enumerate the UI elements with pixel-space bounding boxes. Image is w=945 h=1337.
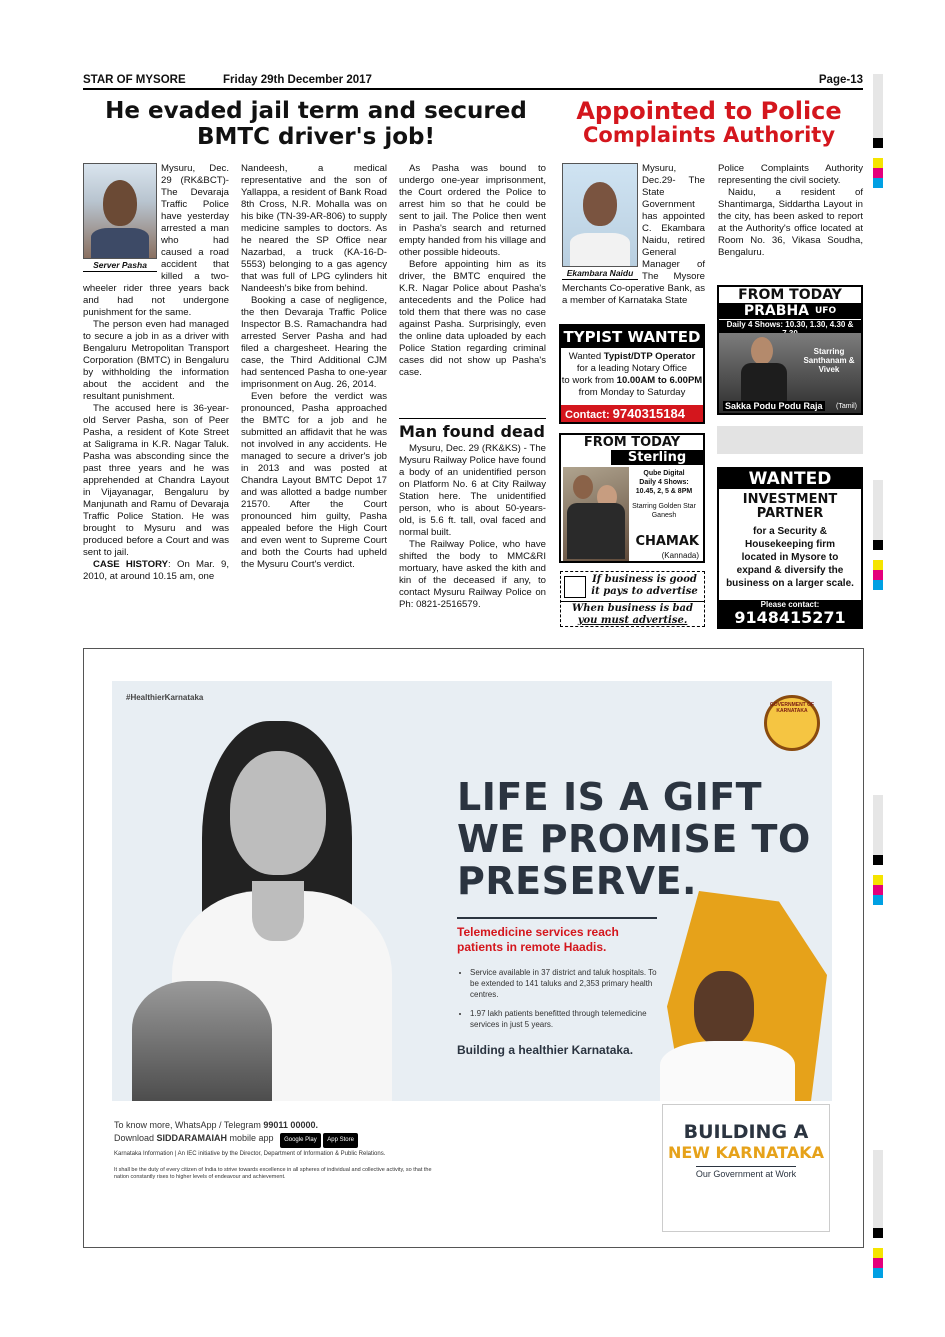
movie-language: (Kannada) — [661, 551, 699, 560]
page-number: Page-13 — [818, 74, 863, 86]
duty-text: It shall be the duty of every citizen of India to strive towards excellence in all spheres of individual and collective activity, so that the nation constantly rises to higher levels of endeavour and achievement. — [114, 1167, 432, 1180]
ad-text: 10.00AM to 6.00PM — [616, 375, 703, 386]
movie-info — [629, 469, 699, 520]
headline-line: Appointed to Police — [576, 97, 842, 125]
movie-poster — [563, 467, 629, 561]
ad-line: INVESTMENT — [742, 492, 838, 507]
ad-subheading — [457, 925, 619, 955]
headline-line: LIFE IS A GIFT — [457, 775, 763, 819]
app-store-badge[interactable]: App Store — [323, 1133, 358, 1148]
ad-text: Contact: — [565, 409, 610, 421]
ad-contact — [719, 600, 861, 627]
theatre-name: Sterling — [611, 450, 703, 465]
registration-marks — [873, 1228, 883, 1278]
typist-wanted-ad — [559, 324, 705, 424]
ad-text: mobile app — [227, 1133, 274, 1143]
ad-line: Qube Digital — [643, 470, 685, 477]
whatsapp-line — [114, 1119, 444, 1132]
new-karnataka-logo — [662, 1104, 830, 1232]
ad-line: it pays to advertise — [591, 586, 698, 597]
ad-title: WANTED — [719, 469, 861, 489]
subheading-line: Telemedicine services reach — [457, 925, 619, 939]
logo-slogan: Our Government at Work — [696, 1166, 796, 1179]
ad-line: expand & diversify the — [736, 565, 844, 576]
divider — [457, 917, 657, 919]
ad-line: for a leading Notary Office — [576, 363, 688, 374]
headline-line: BMTC driver's job! — [197, 124, 435, 151]
photo-caption: Server Pasha — [83, 259, 157, 272]
ad-line — [561, 351, 703, 363]
ufo-label: UFO — [815, 306, 837, 316]
subheading-line: patients in remote Haadis. — [457, 940, 607, 954]
bullet-item: • 1.97 lakh patients benefitted through telemedicine services in just 5 years. — [470, 1008, 660, 1030]
ad-text: Typist/DTP Operator — [603, 351, 696, 362]
registration-marks — [873, 138, 883, 188]
paragraph: Police Complaints Authority representing the civil society. — [718, 163, 863, 186]
story2 — [399, 418, 546, 611]
ad-text: 99011 00000. — [263, 1120, 318, 1130]
case-history-label: CASE HISTORY — [93, 559, 169, 570]
paragraph: The person even had managed to secure a job in as a driver with Bengaluru Metropolitan Transport Corporation (BMTC) in Bengaluru by withholding the information about the accident and the resultant punishment. — [83, 319, 229, 402]
ad-body — [719, 525, 861, 590]
prabha-movie-ad — [717, 285, 863, 415]
paragraph: The Railway Police, who have shifted the body to MMC&RI mortuary, have asked the kith and kin of the deceased if any, to contact Mysuru Railway Police on Ph: 0821-2516579. — [399, 539, 546, 610]
paragraph: As Pasha was bound to undergo one-year imprisonment, the Court ordered the Police to arrest him so that he could be sent to jail. The Police then went in Pasha's search and returned empty handed from his village and other possible hideouts. — [399, 163, 546, 258]
karnataka-emblem-icon — [764, 695, 820, 751]
movie-title: Sakka Podu Podu Raja — [725, 401, 823, 411]
paragraph — [83, 559, 229, 583]
cm-portrait-image — [694, 971, 754, 1047]
story3-headline — [556, 98, 862, 147]
paper-name: STAR OF MYSORE — [83, 74, 186, 86]
ad-line: When business is bad — [561, 601, 704, 615]
blank-space — [717, 426, 863, 454]
ad-subtitle — [719, 493, 861, 521]
show-times: Daily 4 Shows: 10.45, 2, 5 & 8PM — [635, 479, 693, 495]
story2-headline: Man found dead — [399, 422, 545, 441]
ekambara-naidu-photo — [562, 163, 638, 267]
movie-language: (Tamil) — [836, 403, 857, 410]
ad-headline — [457, 776, 811, 902]
paragraph: Mysuru, Dec.29- The State Government has appointed C. Ekambara Naidu, retired General Manager of The Mysore Merchants Co-operative Bank, as a member of Karnataka State — [562, 163, 705, 306]
show-times: Daily 4 Shows: 10.30, 1.30, 4.30 & — [719, 320, 861, 338]
story1-column-1 — [83, 163, 229, 583]
story3-column-2 — [718, 163, 863, 259]
story3-column-1 — [562, 163, 705, 307]
headline-line: PRESERVE. — [457, 859, 697, 903]
issue-date: Friday 29th December 2017 — [223, 74, 372, 86]
ad-text: To know more, WhatsApp / Telegram — [114, 1120, 264, 1130]
paragraph: Nandeesh, a medical representative and the son of Yallappa, a resident of Bank Road 8th Cross, N.R. Mohalla was on his bike (TN-39-AR-806) to supply medicine samples to doctors. As he neared the SP Office near Nazarbad, a truck (KA-16-D-5553) belonging to a gas agency that was full of LPG cylinders hit Nandeesh's bike from behind. — [241, 163, 387, 294]
paragraph: Naidu, a resident of Shantimarga, Siddartha Layout in the city, has been asked to report at the Authority's office located at Room No. 36, Vikasa Soudha, Bengaluru. — [718, 187, 863, 258]
ad-body — [561, 348, 703, 399]
story1-column-3 — [399, 163, 546, 379]
ad-line: PARTNER — [756, 506, 824, 521]
registration-marks — [873, 540, 883, 590]
photo-caption: Ekambara Naidu — [562, 267, 638, 280]
hashtag: #HealthierKarnataka — [126, 693, 204, 702]
story1-column-2 — [241, 163, 387, 571]
government-ad — [83, 648, 864, 1248]
ad-phone: 9740315184 — [612, 406, 685, 421]
ad-text: SIDDARAMAIAH — [156, 1133, 228, 1143]
ad-tagline: Building a healthier Karnataka. — [457, 1043, 634, 1057]
emblem-text: GOVERNMENT OF KARNATAKA — [769, 702, 815, 714]
advertise-slogan-ad — [560, 571, 705, 627]
ad-line: Housekeeping firm — [744, 539, 836, 550]
ad-contact — [561, 405, 703, 422]
server-pasha-photo — [83, 163, 157, 259]
logo-line: NEW KARNATAKA — [667, 1143, 824, 1162]
ad-line: you must advertise. — [577, 615, 688, 626]
page-header — [83, 74, 863, 90]
logo-line: BUILDING A — [683, 1121, 809, 1143]
server-pasha-photo-block — [83, 163, 157, 272]
ad-contact-info — [114, 1119, 444, 1181]
sterling-movie-ad — [559, 433, 705, 563]
ad-line: for a Security & — [753, 526, 827, 537]
ad-line: business on a larger scale. — [726, 578, 854, 589]
ad-line — [561, 375, 703, 387]
ekambara-naidu-photo-block — [562, 163, 638, 280]
ad-phone: 9148415271 — [734, 608, 846, 627]
paragraph: Even before the verdict was pronounced, Pasha approached the BMTC for a job and he submitted an affidavit that he was not involved in any accidents. He managed to secure a driver's job in 2013 and was posted at Chandra Layout BMTC Depot 17 and was allotted a badge number 21570. After the Court pronounced him guilty, Pasha appealed before the High Court and even went to Supreme Court and both the Courts had upheld the Mysuru Court's verdict. — [241, 391, 387, 570]
cm-portrait-body — [660, 1041, 795, 1101]
theatre-bar — [719, 303, 861, 319]
ad-text: Please contact: — [760, 600, 820, 609]
bullet-item: • Service available in 37 district and taluk hospitals. To be extended to 141 taluks and 2,353 primary health centres. — [470, 967, 660, 1000]
ad-line: If business is good — [592, 574, 697, 585]
paragraph: Before appointing him as its driver, the BMTC enquired the K.R. Nagar Police about Pasha's antecedents and the Police had told them that there was no case against Pasha. Surprisingly, even the online data uploaded by each Police Station regarding criminal cases did not show up Pasha's case. — [399, 259, 546, 378]
paragraph: The accused here is 36-year-old Server Pasha, son of Peer Pasha, a resident of Kote Street at Saligrama in K.R. Nagar Taluk. Pasha was absconding since the past three years and he was apprehended at Chandra Layout in Vijayanagar, Bengaluru by Manjunath and Ramu of Devaraja Traffic Police Station. He was brought to Mysuru and was produced before a Court and was sent to jail. — [83, 403, 229, 558]
movie-poster — [719, 333, 861, 413]
story1-headline — [83, 98, 549, 151]
ad-text: Download — [114, 1133, 157, 1143]
paragraph: Mysuru, Dec. 29 (RK&KS) - The Mysuru Railway Police have found a body of an unidentified person on Platform No. 6 at City Railway Station here. The unidentified person, who is about 50-years-old, is 5.6 ft. tall, oval faced and normal built. — [399, 443, 546, 538]
ad-line: located in Mysore to — [741, 552, 839, 563]
registration-bar — [873, 1150, 883, 1230]
patients-group-image — [132, 981, 272, 1101]
starring: Starring Golden Star Ganesh — [632, 503, 696, 519]
megaphone-icon — [564, 576, 586, 598]
investment-partner-ad — [717, 467, 863, 629]
headline-line: Complaints Authority — [582, 123, 836, 148]
ad-line: from Monday to Saturday — [578, 387, 686, 398]
ad-bullets — [470, 967, 660, 1030]
starring: Starring Santhanam & Vivek — [803, 347, 855, 374]
ad-text: Wanted — [568, 351, 604, 362]
google-play-badge[interactable]: Google Play — [280, 1133, 321, 1148]
app-line — [114, 1132, 444, 1148]
paragraph-text: : On Mar. 9, 2010, at around 10.15 am, one — [83, 559, 229, 582]
ad-text: to work from — [561, 375, 617, 386]
movie-title: CHAMAK — [635, 534, 699, 549]
registration-marks — [873, 855, 883, 905]
headline-line: WE PROMISE TO — [457, 817, 811, 861]
info-line: Karnataka Information | An IEC initiative by the Director, Department of Information & Public Relations. — [114, 1151, 386, 1157]
paragraph: Mysuru, Dec. 29 (RK&BCT)- The Devaraja Traffic Police have yesterday arrested a man who had caused a road accident that killed a two-wheeler rider three years back and had not undergone punishment for the same. — [83, 163, 229, 318]
ad-title: FROM TODAY — [583, 435, 681, 450]
ad-image-panel — [112, 681, 832, 1101]
ad-title: TYPIST WANTED — [561, 326, 703, 348]
ad-title: FROM TODAY — [738, 287, 842, 303]
theatre-name: PRABHA — [743, 303, 809, 319]
paragraph: Booking a case of negligence, the then Devaraja Traffic Police Inspector B.S. Ramachandra had arrested Server Pasha and had filed a chargesheet. Hearing the case, the Third Additional CJM had sentenced Pasha to one-year imprisonment on Aug. 26, 2014. — [241, 295, 387, 390]
headline-line: He evaded jail term and secured — [105, 98, 527, 124]
